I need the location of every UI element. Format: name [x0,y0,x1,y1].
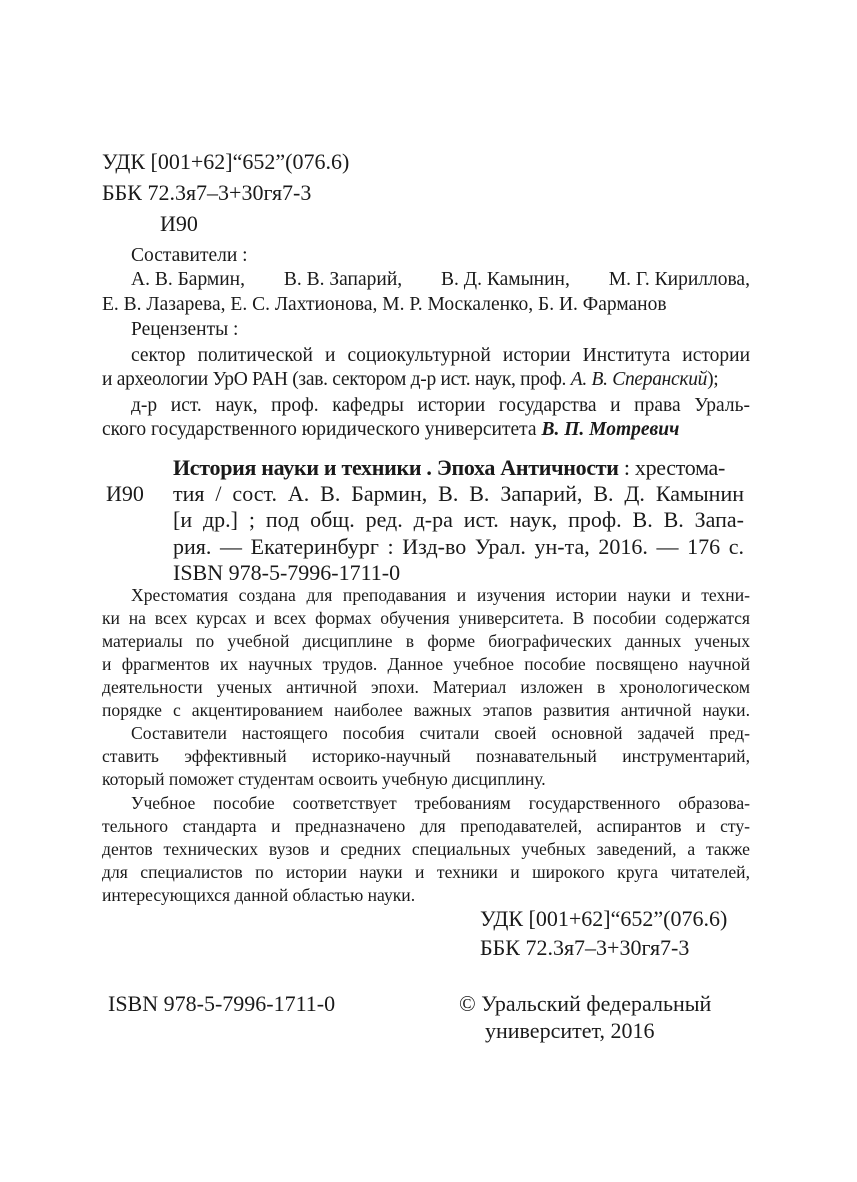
copyright-line-1: © Уральский федеральный [459,991,712,1016]
compilers-label: Составители : [131,245,248,266]
reviewer-1-end: ); [707,369,719,390]
annotation-line: деятельности ученых античной эпохи. Материал изложен в хронологическом [102,677,750,697]
reviewer-1-name: А. В. Сперанский [570,369,708,390]
catalog-title: История науки и техники . Эпоха Античности [173,455,619,480]
imprint-isbn: ISBN 978-5-7996-1711-0 [108,991,336,1016]
footer-udk-code: УДК [001+62]“652”(076.6) [480,906,728,931]
annotation-line: дентов технических вузов и средних специальных учебных заведений, а также [102,839,750,859]
reviewer-2-line-1: д-р ист. наук, проф. кафедры истории государства и права Ураль- [131,395,750,416]
catalog-line-4: рия. — Екатеринбург : Изд-во Урал. ун-та, 2016. — 176 с. [173,534,744,559]
annotation-line: Учебное пособие соответствует требованиям государственного образова- [131,793,750,813]
bbk-code: ББК 72.3я7–3+30гя7-3 [102,180,312,205]
annotation-paragraph-3 [102,792,750,907]
annotation-line: материалы по учебной дисциплине в форме биографических данных ученых [102,631,750,651]
catalog-title-rest: : хрестома- [618,455,726,480]
annotation-paragraph-2 [102,722,750,791]
annotation-line: Составители настоящего пособия считали своей основной задачей пред- [131,723,750,743]
reviewers-label: Рецензенты : [131,319,239,340]
compiler-name: В. В. Запарий, [283,269,403,290]
annotation-line: который поможет студентам освоить учебную дисциплину. [102,769,546,789]
annotation-line: порядке с акцентированием наиболее важных этапов развития античной науки. [102,700,750,720]
reviewer-2-name: В. П. Мотревич [541,419,680,440]
reviewer-1-line-1: сектор политической и социокультурной истории Института истории [131,345,750,366]
reviewer-1-text: и археологии УрО РАН (зав. сектором д-р ист. наук, проф. [102,369,567,390]
compiler-name: В. Д. Камынин, [441,269,570,290]
annotation-line: тельного стандарта и предназначено для преподавателей, аспирантов и сту- [102,816,750,836]
catalog-line-3: [и др.] ; под общ. ред. д-ра ист. наук, проф. В. В. Запа- [173,507,744,532]
annotation-line: интересующихся данной областью науки. [102,885,416,905]
annotation-paragraph-1 [102,584,750,722]
annotation-line: Хрестоматия создана для преподавания и изучения истории науки и техни- [131,585,750,605]
author-mark: И90 [160,211,198,236]
annotation-line: ки на всех курсах и всех формах обучения университета. В пособии содержатся [102,608,750,628]
catalog-line-2: тия / сост. А. В. Бармин, В. В. Запарий, В. Д. Камынин [173,481,744,506]
annotation-line: и фрагментов их научных трудов. Данное учебное пособие посвящено научной [102,654,750,674]
reviewer-2-line-2 [102,417,679,443]
compiler-name: М. Г. Кириллова, [608,269,750,290]
compiler-name: А. В. Бармин, [131,269,245,290]
annotation-line: для специалистов по истории науки и техники и широкого круга читателей, [102,862,750,882]
udk-code: УДК [001+62]“652”(076.6) [102,149,350,174]
catalog-isbn: ISBN 978-5-7996-1711-0 [173,560,401,585]
compilers-line-2: Е. В. Лазарева, Е. С. Лахтионова, М. Р. Москаленко, Б. И. Фарманов [102,294,667,315]
copyright-line-2: университет, 2016 [485,1018,655,1043]
annotation-line: ставить эффективный историко-научный познавательный инструментарий, [102,746,750,766]
compilers-line-1 [131,267,750,293]
catalog-mark: И90 [106,481,144,506]
footer-bbk-code: ББК 72.3я7–3+30гя7-3 [480,935,690,960]
reviewer-1-line-2 [102,367,718,393]
reviewer-2-text: ского государственного юридического университета [102,419,537,440]
